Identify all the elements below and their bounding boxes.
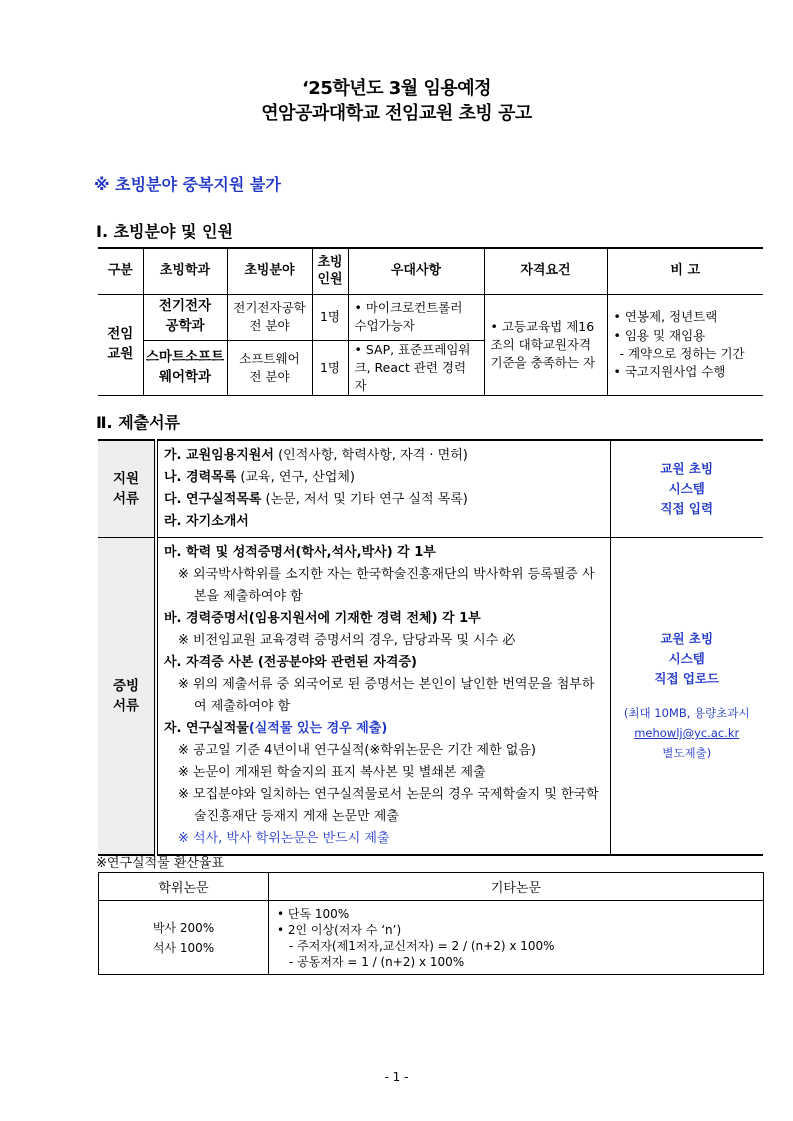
email-link[interactable]: mehowlj@yc.ac.kr [634,726,740,740]
list-item: 자. 연구실적물(실적물 있는 경우 제출) [164,721,388,736]
conversion-table [98,872,764,975]
dept-cell: 전기전자 공학과 [143,294,227,340]
separate-submission-note: 별도제출) [662,746,712,760]
co-author-rate: - 공동저자 = 1 / (n+2) x 100% [289,954,465,969]
positions-table [98,247,763,396]
list-note: ※ 공고일 기준 4년이내 연구실적(※학위논문은 기간 제한 없음) [178,743,536,758]
header-remarks: 비 고 [607,248,763,294]
field-cell: 전기전자공학 전 분야 [227,294,312,340]
degree-rates-cell [99,901,269,975]
table-row [98,294,763,340]
page-title-line1: ‘25학년도 3월 임용예정 [301,78,492,99]
header-department: 초빙학과 [143,248,227,294]
count-cell: 1명 [312,340,348,395]
duplicate-application-notice: ※ 초빙분야 중복지원 불가 [94,175,281,194]
list-note: ※ 석사, 박사 학위논문은 반드시 제출 [178,831,390,846]
header-preference: 우대사항 [348,248,484,294]
size-limit-note: (최대 10MB, 용량초과시 [623,706,750,720]
remarks-cell [607,294,763,395]
list-note: ※ 비전임교원 교육경력 증명서의 경우, 담당과목 및 시수 必 [178,633,516,648]
page-title-line2: 연암공과대학교 전임교원 초빙 공고 [261,103,532,124]
table-row [99,901,764,975]
list-item: 나. 경력목록 (교육, 연구, 산업체) [164,470,355,485]
list-item: 바. 경력증명서(임용지원서에 기재한 경력 전체) 각 1부 [164,611,481,626]
main-author-rate: - 주저자(제1저자,교신저자) = 2 / (n+2) x 100% [289,938,555,953]
conversion-header-row [99,873,764,901]
apply-docs-label: 지원 서류 [98,440,156,538]
list-item: 라. 자기소개서 [164,514,249,529]
documents-table [98,439,763,856]
list-item: 사. 자격증 사본 (전공분야와 관련된 자격증) [164,655,417,670]
proof-docs-list [156,538,610,856]
field-cell: 소프트웨어 전 분야 [227,340,312,395]
count-cell: 1명 [312,294,348,340]
apply-docs-list [156,440,610,538]
header-qualification: 자격요건 [484,248,607,294]
other-rates-cell [269,901,764,975]
list-note: ※ 모집분야와 일치하는 연구실적물로서 논문의 경우 국제학술지 및 한국학술진흥재단 등재지 게재 논문만 제출 [178,787,599,824]
proof-submission-method: 교원 초빙 시스템 직접 업로드 (최대 10MB, 용량초과시 mehowlj@yc.ac.kr 별도제출) [610,538,763,856]
section-heading-positions: Ⅰ. 초빙분야 및 인원 [96,222,233,241]
list-note: ※ 위의 제출서류 중 외국어로 된 증명서는 본인이 날인한 번역문을 첨부하여 제출하여야 함 [178,677,595,714]
category-cell: 전임 교원 [98,294,143,395]
header-degree-thesis: 학위논문 [99,873,269,901]
positions-header-row [98,248,763,294]
qualification-cell: • 고등교육법 제16조의 대학교원자격 기준을 충족하는 자 [484,294,607,395]
table-row [98,440,763,538]
preference-cell: • SAP, 표준프레임워크, React 관련 경력자 [348,340,484,395]
page-number: - 1 - [384,1070,409,1084]
header-category: 구분 [98,248,143,294]
list-note: ※ 외국박사학위를 소지한 자는 한국학술진흥재단의 박사학위 등록필증 사본을 제출하여야 함 [178,567,595,604]
header-field: 초빙분야 [227,248,312,294]
multi-author-rule: • 2인 이상(저자 수 ‘n’) [277,922,402,937]
list-item: 가. 교원임용지원서 (인적사항, 학력사항, 자격 · 면허) [164,448,468,463]
list-item: 마. 학력 및 성적증명서(학사,석사,박사) 각 1부 [164,545,436,560]
remark-item: • 국고지원사업 수행 [613,363,726,379]
remark-item: • 임용 및 재임용 [613,327,706,343]
header-other-papers: 기타논문 [269,873,764,901]
list-item: 다. 연구실적목록 (논문, 저서 및 기타 연구 실적 목록) [164,492,468,507]
preference-cell: • 마이크로컨트롤러 수업가능자 [348,294,484,340]
section-heading-documents: Ⅱ. 제출서류 [96,413,181,432]
master-rate: 석사 100% [152,940,215,955]
remark-item: - 계약으로 정하는 기간 [619,345,745,361]
remark-item: • 연봉제, 정년트랙 [613,309,718,325]
header-count: 초빙 인원 [312,248,348,294]
apply-submission-method: 교원 초빙 시스템 직접 입력 [610,440,763,538]
conversion-table-caption: ※연구실적물 환산율표 [96,856,225,871]
doctor-rate: 박사 200% [152,920,215,935]
proof-docs-label: 증빙 서류 [98,538,156,856]
dept-cell: 스마트소프트 웨어학과 [143,340,227,395]
single-author-rate: • 단독 100% [277,906,350,921]
table-row [98,538,763,856]
list-note: ※ 논문이 게재된 학술지의 표지 복사본 및 별쇄본 제출 [178,765,486,780]
